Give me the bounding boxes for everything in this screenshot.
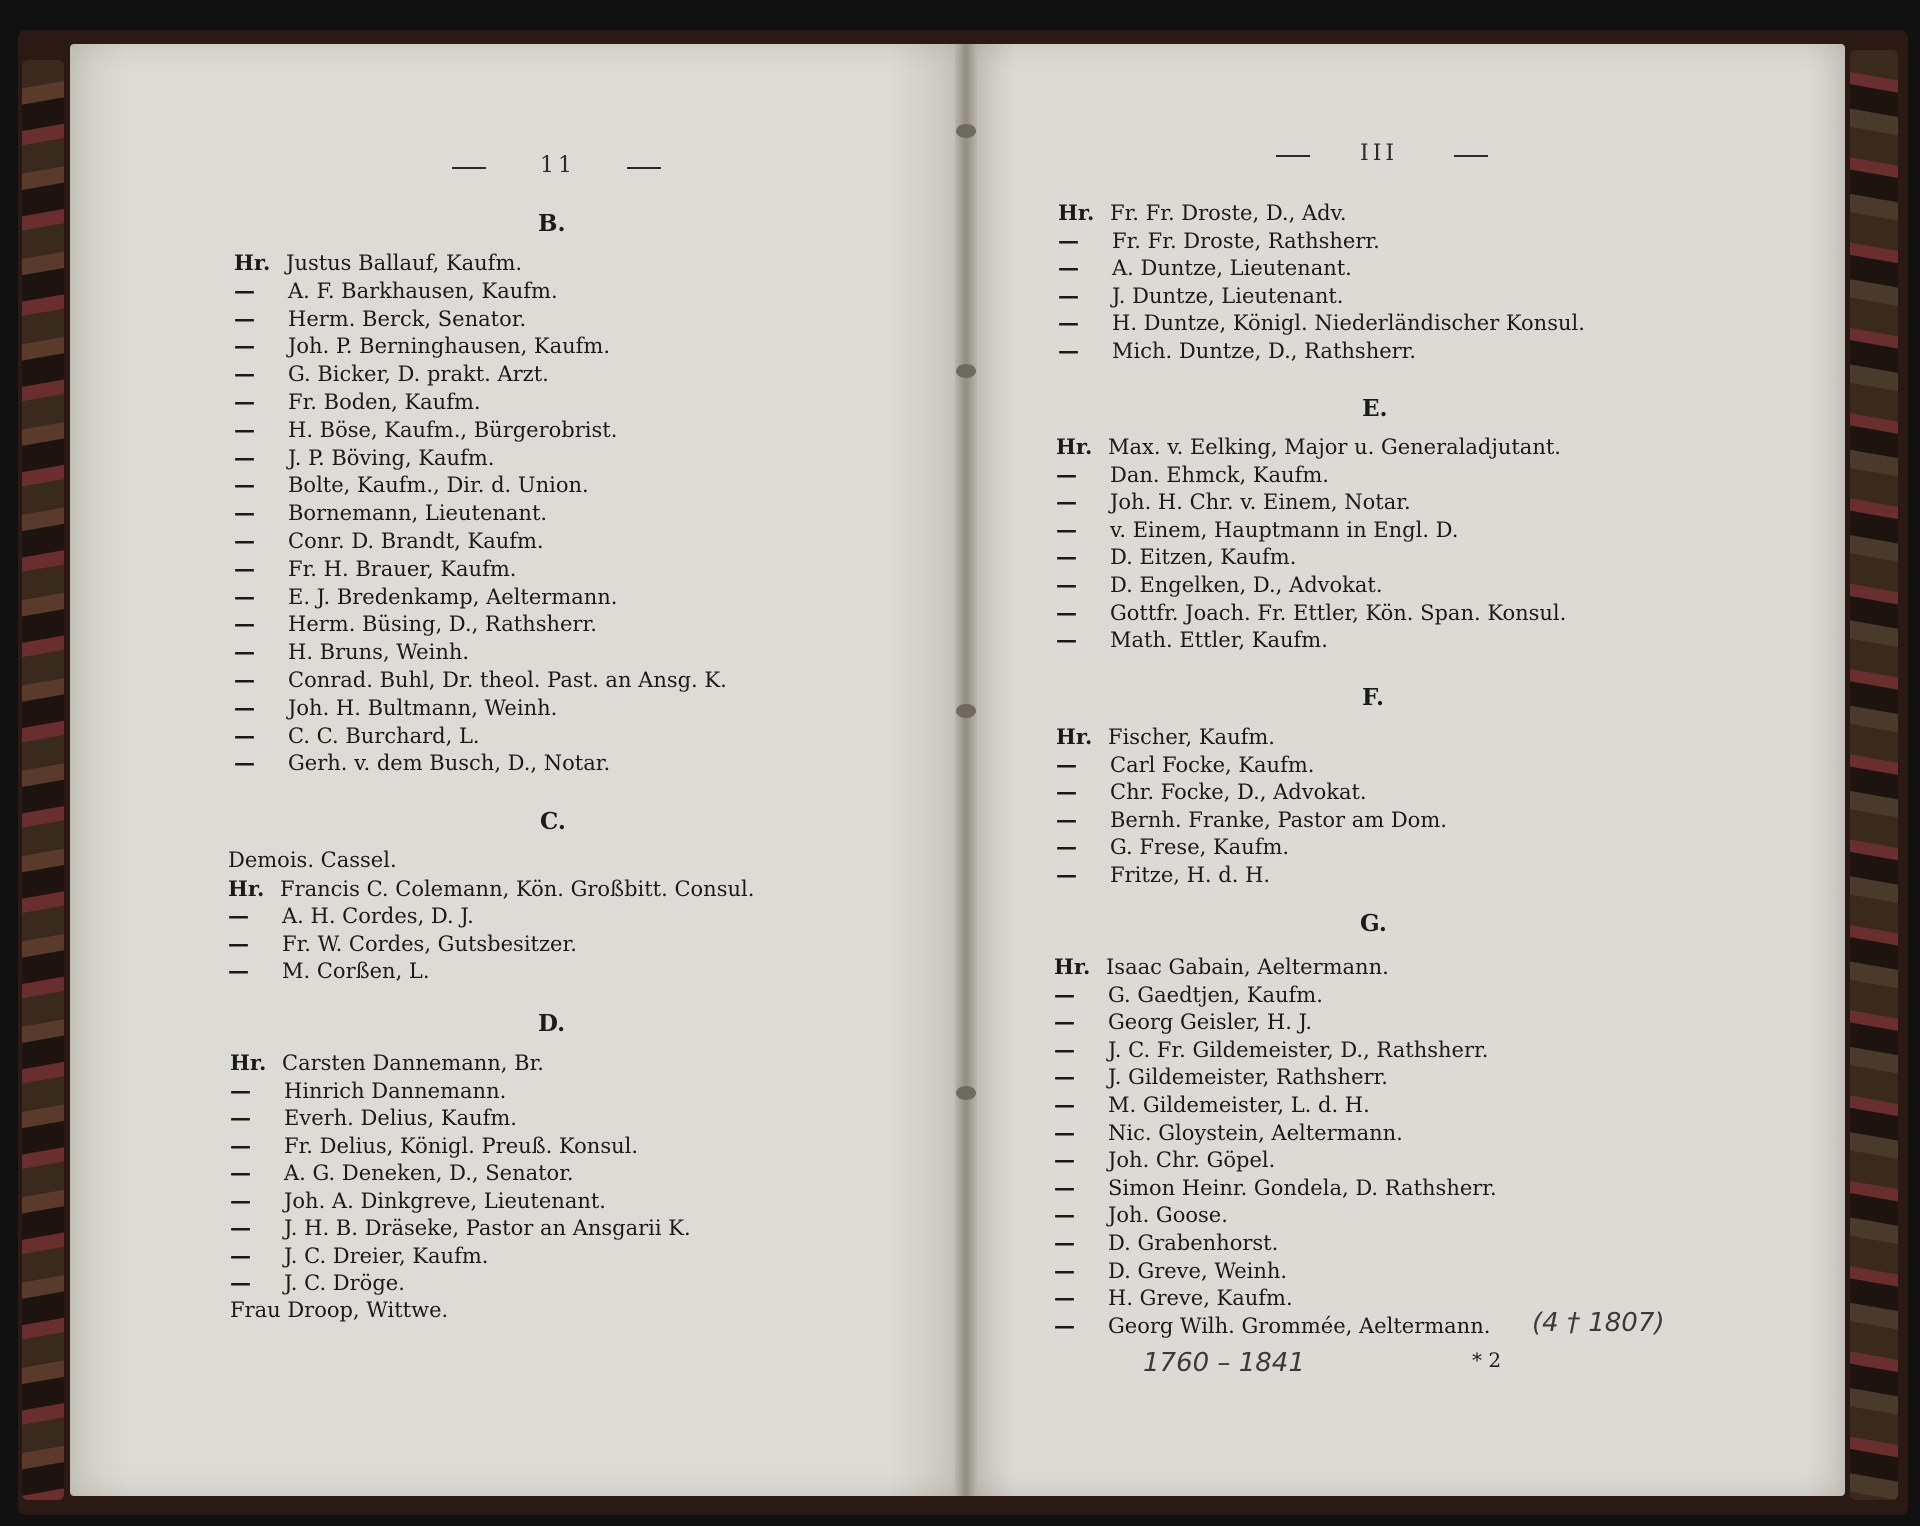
list-item <box>230 1105 517 1130</box>
entry-prefix: — <box>234 361 255 387</box>
section-letter-f: F. <box>1362 684 1385 711</box>
entry-prefix: — <box>234 305 255 331</box>
entry-prefix: — <box>1056 516 1077 542</box>
entry-prefix: — <box>1056 544 1077 570</box>
entry-text: Bernh. Franke, Pastor am Dom. <box>1110 807 1447 832</box>
entry-text: G. Gaedtjen, Kaufm. <box>1108 982 1323 1007</box>
entry-prefix: — <box>230 1215 251 1240</box>
entry-text: A. Duntze, Lieutenant. <box>1112 256 1352 280</box>
entry-text: Carsten Dannemann, Br. <box>282 1051 544 1075</box>
handwritten-note: (4 † 1807) <box>1532 1308 1665 1338</box>
entry-text: Fr. W. Cordes, Gutsbesitzer. <box>282 931 577 956</box>
entry-prefix: Hr. <box>234 250 271 275</box>
entry-prefix: Hr. <box>1056 724 1093 749</box>
entry-text: Joh. Chr. Göpel. <box>1108 1148 1276 1173</box>
list-item <box>1054 1313 1490 1338</box>
entry-text: Everh. Delius, Kaufm. <box>284 1106 517 1130</box>
entry-text: Justus Ballauf, Kaufm. <box>286 251 523 275</box>
entry-text: Demois. Cassel. <box>228 848 397 872</box>
entry-text: D. Grabenhorst. <box>1108 1231 1279 1255</box>
entry-text: J. H. B. Dräseke, Pastor an Ansgarii K. <box>284 1216 691 1240</box>
entry-prefix: — <box>234 555 255 581</box>
entry-text: A. F. Barkhausen, Kaufm. <box>288 278 558 303</box>
list-item <box>1056 752 1314 777</box>
entry-text: H. Bruns, Weinh. <box>288 640 470 665</box>
entry-text: Fr. H. Brauer, Kaufm. <box>288 556 517 581</box>
entry-prefix: — <box>1054 1009 1075 1035</box>
entry-prefix: — <box>1054 1230 1075 1255</box>
list-item <box>230 1270 405 1295</box>
list-item <box>234 667 727 692</box>
list-item <box>234 611 597 636</box>
entry-text: J. C. Dröge. <box>284 1271 405 1295</box>
entry-text: Frau Droop, Wittwe. <box>230 1297 449 1322</box>
entry-text: Gerh. v. dem Busch, D., Notar. <box>288 751 611 776</box>
entry-text: Joh. Goose. <box>1108 1203 1228 1228</box>
entry-prefix: — <box>234 277 255 303</box>
entry-text: A. H. Cordes, D. J. <box>282 904 474 928</box>
book-gutter <box>955 44 977 1496</box>
entry-prefix: — <box>234 722 255 748</box>
list-item <box>1054 1092 1370 1117</box>
entry-prefix: — <box>1054 1036 1075 1062</box>
entry-text: Max. v. Eelking, Major u. Generaladjutant. <box>1108 435 1561 459</box>
entry-prefix: — <box>1054 1312 1075 1338</box>
entry-prefix: — <box>1054 1092 1075 1117</box>
entry-prefix: — <box>1056 572 1077 597</box>
list-item <box>1054 1175 1497 1200</box>
list-item <box>1054 982 1323 1007</box>
header-dash <box>452 167 486 169</box>
entry-text: G. Bicker, D. prakt. Arzt. <box>288 362 549 387</box>
list-item <box>230 1050 544 1075</box>
entry-text: J. C. Fr. Gildemeister, D., Rathsherr. <box>1108 1037 1489 1062</box>
list-item <box>230 1078 506 1103</box>
entry-text: J. P. Böving, Kaufm. <box>288 445 495 470</box>
header-dash <box>627 167 661 169</box>
list-item <box>234 750 610 775</box>
list-item <box>234 278 558 303</box>
entry-prefix: — <box>1056 806 1077 832</box>
header-dash <box>1454 155 1488 157</box>
list-item <box>1054 1285 1293 1310</box>
entry-prefix: — <box>228 958 249 983</box>
left-page-number: 11 <box>540 153 576 178</box>
list-item <box>234 639 469 664</box>
entry-text: Conrad. Buhl, Dr. theol. Past. an Ansg. K. <box>288 668 727 692</box>
entry-text: Hinrich Dannemann. <box>284 1078 507 1103</box>
binding-stitch <box>956 124 976 138</box>
entry-text: Joh. H. Chr. v. Einem, Notar. <box>1110 490 1411 515</box>
list-item <box>1056 434 1561 459</box>
list-item <box>234 417 617 442</box>
list-item <box>234 584 617 609</box>
entry-prefix: — <box>1056 779 1077 805</box>
entry-prefix: — <box>1058 310 1079 335</box>
entry-prefix: — <box>230 1242 251 1268</box>
entry-text: H. Greve, Kaufm. <box>1108 1286 1293 1311</box>
entry-text: Math. Ettler, Kaufm. <box>1110 628 1328 653</box>
entry-prefix: — <box>1054 1174 1075 1200</box>
entry-prefix: — <box>1054 1147 1075 1173</box>
entry-prefix: — <box>234 500 255 526</box>
list-item <box>234 528 544 553</box>
binding-stitch <box>956 364 976 378</box>
entry-prefix: — <box>234 389 255 414</box>
list-item <box>1054 1230 1278 1255</box>
list-item <box>234 333 610 358</box>
list-item <box>234 500 547 525</box>
binding-stitch <box>956 704 976 718</box>
entry-text: Carl Focke, Kaufm. <box>1110 752 1315 777</box>
entry-prefix: — <box>230 1132 251 1158</box>
entry-text: Isaac Gabain, Aeltermann. <box>1106 955 1389 979</box>
entry-text: H. Böse, Kaufm., Bürgerobrist. <box>288 417 618 442</box>
entry-prefix: — <box>234 611 255 637</box>
list-item <box>1054 1147 1275 1172</box>
entry-text: Gottfr. Joach. Fr. Ettler, Kön. Span. Konsul. <box>1110 600 1567 625</box>
entry-prefix: — <box>1054 1257 1075 1283</box>
list-item <box>1056 517 1458 542</box>
list-item <box>1058 310 1585 335</box>
entry-text: Francis C. Colemann, Kön. Großbitt. Consul. <box>280 876 755 901</box>
entry-text: Joh. H. Bultmann, Weinh. <box>288 695 558 720</box>
entry-text: Bornemann, Lieutenant. <box>288 501 548 526</box>
handwritten-years: 1760 – 1841 <box>1143 1348 1305 1378</box>
entry-text: Georg Geisler, H. J. <box>1108 1010 1313 1035</box>
entry-text: Georg Wilh. Grommée, Aeltermann. <box>1108 1313 1491 1338</box>
entry-prefix: — <box>1056 627 1077 653</box>
entry-prefix: — <box>230 1187 251 1213</box>
entry-prefix: — <box>1054 1285 1075 1311</box>
entry-text: Mich. Duntze, D., Rathsherr. <box>1112 338 1417 363</box>
list-item <box>234 723 480 748</box>
entry-prefix: Hr. <box>228 875 265 901</box>
entry-text: Bolte, Kaufm., Dir. d. Union. <box>288 473 589 498</box>
entry-text: Herm. Berck, Senator. <box>288 306 527 331</box>
entry-text: Joh. P. Berninghausen, Kaufm. <box>288 334 611 359</box>
entry-prefix: — <box>1058 337 1079 363</box>
entry-prefix: — <box>230 1105 251 1130</box>
list-item <box>234 472 589 497</box>
list-item <box>1054 1064 1388 1089</box>
entry-prefix: — <box>1056 862 1077 887</box>
right-page-number: III <box>1360 141 1399 166</box>
list-item <box>1056 779 1367 804</box>
header-dash <box>1276 155 1310 157</box>
entry-text: A. G. Deneken, D., Senator. <box>284 1161 574 1185</box>
entry-prefix: — <box>1058 282 1079 308</box>
list-item <box>234 695 557 720</box>
entry-prefix: — <box>234 639 255 665</box>
list-item <box>230 1298 448 1322</box>
marbled-cover-right <box>1850 50 1898 1500</box>
list-item <box>234 445 494 470</box>
entry-text: Joh. A. Dinkgreve, Lieutenant. <box>284 1188 606 1213</box>
entry-prefix: — <box>1054 1119 1075 1145</box>
entry-prefix: — <box>1056 834 1077 860</box>
list-item <box>1054 1009 1312 1034</box>
entry-text: D. Greve, Weinh. <box>1108 1258 1288 1283</box>
entry-prefix: — <box>1054 981 1075 1007</box>
list-item <box>1058 228 1380 253</box>
list-item <box>234 306 526 331</box>
list-item <box>1056 462 1329 487</box>
list-item <box>1054 1037 1488 1062</box>
entry-text: Fr. Boden, Kaufm. <box>288 390 481 414</box>
entry-text: D. Eitzen, Kaufm. <box>1110 545 1297 570</box>
entry-text: Simon Heinr. Gondela, D. Rathsherr. <box>1108 1175 1497 1200</box>
entry-prefix: Hr. <box>1058 200 1095 225</box>
entry-text: Nic. Gloystein, Aeltermann. <box>1108 1120 1403 1145</box>
list-item <box>1056 489 1411 514</box>
entry-text: Chr. Focke, D., Advokat. <box>1110 780 1367 805</box>
list-item <box>1056 724 1275 749</box>
list-item <box>230 1133 638 1158</box>
entry-text: G. Frese, Kaufm. <box>1110 835 1290 860</box>
list-item <box>1056 807 1447 832</box>
entry-prefix: — <box>228 903 249 928</box>
list-item <box>230 1188 606 1213</box>
list-item <box>1058 338 1416 363</box>
entry-prefix: — <box>1058 255 1079 280</box>
entry-prefix: — <box>234 667 255 692</box>
list-item <box>1056 862 1270 887</box>
entry-text: M. Corßen, L. <box>282 959 430 983</box>
entry-text: Conr. D. Brandt, Kaufm. <box>288 529 544 553</box>
entry-text: E. J. Bredenkamp, Aeltermann. <box>288 584 618 609</box>
entry-prefix: Hr. <box>1054 954 1091 979</box>
section-letter-e: E. <box>1362 395 1388 422</box>
list-item <box>234 361 549 386</box>
list-item <box>1058 255 1352 280</box>
list-item <box>1054 954 1389 979</box>
section-letter-g: G. <box>1360 910 1387 937</box>
entry-prefix: — <box>1058 227 1079 253</box>
list-item <box>1056 544 1296 569</box>
entry-prefix: — <box>234 472 255 498</box>
list-item <box>1056 627 1328 652</box>
entry-prefix: — <box>228 930 249 956</box>
entry-prefix: — <box>230 1270 251 1295</box>
entry-text: Fr. Fr. Droste, Rathsherr. <box>1112 228 1380 253</box>
entry-text: J. C. Dreier, Kaufm. <box>284 1243 489 1268</box>
entry-text: Herm. Büsing, D., Rathsherr. <box>288 612 597 637</box>
entry-prefix: — <box>1056 599 1077 625</box>
list-item <box>1054 1120 1403 1145</box>
list-item <box>230 1243 488 1268</box>
entry-prefix: — <box>230 1077 251 1103</box>
entry-text: v. Einem, Hauptmann in Engl. D. <box>1110 517 1459 542</box>
list-item <box>230 1160 574 1185</box>
entry-prefix: — <box>1054 1064 1075 1090</box>
entry-prefix: — <box>230 1160 251 1185</box>
entry-prefix: — <box>234 694 255 720</box>
entry-text: J. Duntze, Lieutenant. <box>1112 283 1344 308</box>
list-item <box>1056 600 1566 625</box>
list-item <box>228 848 397 872</box>
list-item <box>1054 1202 1228 1227</box>
entry-prefix: Hr. <box>1056 434 1093 459</box>
entry-prefix: — <box>234 416 255 442</box>
section-letter-c: C. <box>540 808 566 835</box>
section-letter-b: B. <box>538 210 566 237</box>
list-item <box>1056 572 1383 597</box>
entry-text: D. Engelken, D., Advokat. <box>1110 573 1383 597</box>
entry-prefix: — <box>234 444 255 470</box>
entry-text: Dan. Ehmck, Kaufm. <box>1110 462 1329 487</box>
entry-prefix: — <box>234 750 255 776</box>
list-item <box>1054 1258 1287 1283</box>
entry-text: H. Duntze, Königl. Niederländischer Konsul. <box>1112 311 1585 335</box>
list-item <box>234 556 516 581</box>
entry-text: Fritze, H. d. H. <box>1110 863 1271 887</box>
list-item <box>1058 200 1347 225</box>
list-item <box>1056 834 1289 859</box>
list-item <box>1058 283 1343 308</box>
entry-prefix: Hr. <box>230 1050 267 1075</box>
list-item <box>234 250 522 275</box>
entry-text: Fischer, Kaufm. <box>1108 725 1275 749</box>
list-item <box>228 958 430 983</box>
list-item <box>228 876 754 901</box>
signature-mark: * 2 <box>1472 1348 1502 1372</box>
entry-prefix: — <box>234 333 255 359</box>
entry-text: C. C. Burchard, L. <box>288 723 480 748</box>
entry-text: Fr. Fr. Droste, D., Adv. <box>1110 201 1347 225</box>
list-item <box>234 389 481 414</box>
binding-stitch <box>956 1086 976 1100</box>
entry-text: Fr. Delius, Königl. Preuß. Konsul. <box>284 1133 639 1158</box>
entry-prefix: — <box>1054 1202 1075 1228</box>
marbled-cover-left <box>22 60 64 1500</box>
list-item <box>228 903 474 928</box>
entry-prefix: — <box>1056 489 1077 515</box>
entry-prefix: — <box>1056 461 1077 487</box>
list-item <box>228 931 577 956</box>
section-letter-d: D. <box>538 1010 566 1037</box>
entry-prefix: — <box>234 583 255 609</box>
entry-prefix: — <box>1056 751 1077 777</box>
entry-text: J. Gildemeister, Rathsherr. <box>1108 1065 1388 1090</box>
entry-prefix: — <box>234 528 255 553</box>
entry-text: M. Gildemeister, L. d. H. <box>1108 1093 1370 1117</box>
list-item <box>230 1215 691 1240</box>
